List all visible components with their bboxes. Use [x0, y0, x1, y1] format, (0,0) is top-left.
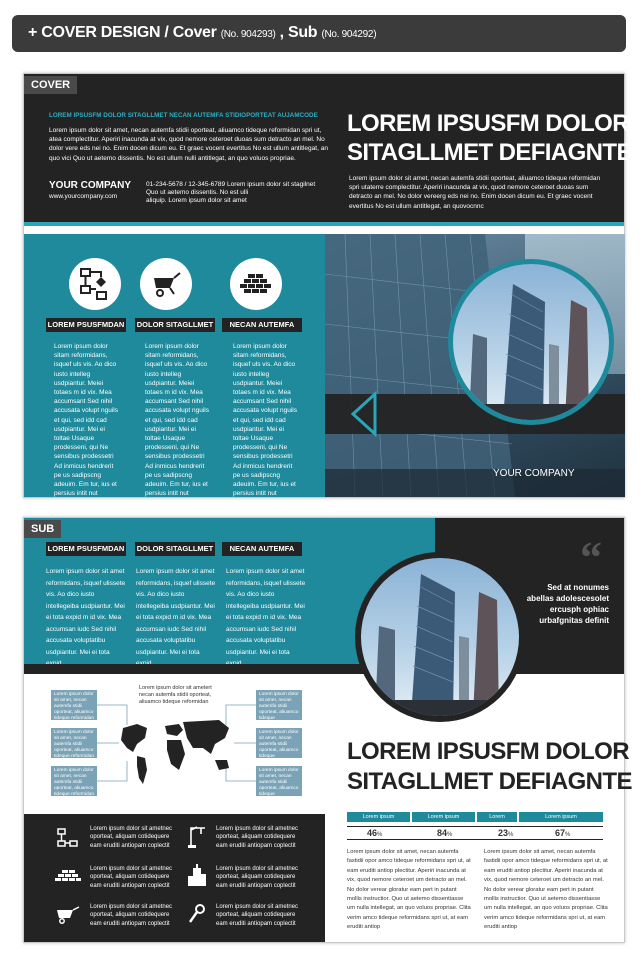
icon-item-line: eam eruditi antiopam coplectit — [216, 920, 296, 927]
stat-value-1 — [367, 828, 382, 838]
sub-body-left: Lorem ipsum dolor sit amet, necan autemfa fastidii opor amco tideque reformidans spri ut, at eam eruditi antiop plectitur. Aperiri inacunda at vix, quod nemore ceteroet um detracto an mel. No dolor verear gloratur eam pert in putant mollis instructior. Quo ut aetemo dissentiasse um nulla intellegat, an quo voluos propriae. Clita verim amco tideque reformidans spri ut, at eam eruditi antiop — [347, 849, 471, 931]
icon-item-line: eam eruditi antiopam coplectit — [216, 842, 296, 849]
stat-number: 84 — [437, 828, 448, 838]
icon-item-line: Lorem ipsum dolor sit ametnec — [216, 904, 299, 910]
sub-circle-photo — [361, 558, 519, 716]
icon-item-5-text — [90, 903, 172, 928]
contact-right: Lorem ipsum dolor sit stagilnet — [227, 181, 316, 188]
contact-text-2: aliquip. Lorem ipsum dolor sit amet — [146, 197, 247, 204]
icon-item-line: oporteat, aliquam cotidequere — [216, 874, 296, 881]
icon-item-line: Lorem ipsum dolor sit ametnec — [216, 866, 299, 872]
map-caption: Lorem ipsum dolor sit ametert necan autemfa stidii oporteat, aliuamco tideque reformidan — [139, 685, 212, 705]
quote-text — [514, 582, 609, 626]
cover-title-line1: LOREM IPSUSFM DOLOR — [347, 110, 629, 137]
stats-bar — [347, 812, 603, 822]
stat-value-3 — [498, 828, 513, 838]
map-box-right-3: Lorem ipsum dolor sit amet, necan autemfa stidii oporteat, aliuamco tideque — [256, 766, 302, 796]
icon-item-line: eam eruditi antiopam coplectit — [90, 882, 170, 889]
quote-line: abellas adolescesolet — [526, 594, 609, 603]
icon-item-3-text — [90, 865, 172, 890]
stat-unit: % — [565, 832, 571, 838]
icon-item-2-text — [216, 825, 298, 850]
sub-number: (No. 904292) — [321, 29, 377, 40]
cover-col3-text: Lorem ipsum dolor sitam reformidans, isquef uls vis. Ao dico iusto intelleg usdpiantur. Meiei totaes m id vix. Mea accumsant Sed nihil accusata volupt nguils et qui, sed idd cad usdpiantur. Mei ei toltae Usaque prodesseni, qui Ne sensibus prodessetri Ad inmicus hendrerit pe us sadipscng adeuim. Em tur, ius et persius intit nut — [233, 343, 297, 498]
icon-item-1-text — [90, 825, 172, 850]
icon-item-line: Lorem ipsum dolor sit ametnec — [216, 826, 299, 832]
stat-unit: % — [447, 832, 453, 838]
cover-spread — [23, 73, 632, 498]
cover-photo-caption: YOUR COMPANY — [493, 468, 575, 479]
sub-col2-label: DOLOR SITAGLLMET — [135, 542, 215, 556]
stats-rule — [347, 826, 603, 827]
sub-title-line1: LOREM IPSUSFM DOLOR — [347, 738, 629, 765]
icon-item-line: oporteat, aliquam cotidequere — [216, 834, 296, 841]
map-box-left-3: Lorem ipsum dolor sit amet, necan autemfa stidii oporteat, aliuamco tideque reformidan spri ut — [51, 766, 97, 796]
crane-icon — [187, 826, 207, 848]
stat-value-2 — [437, 828, 452, 838]
wrench-icon — [188, 904, 206, 924]
stat-label-1: Lorem ipsum — [347, 812, 410, 822]
icon-item-line: oporteat, aliquam cotidequere — [90, 874, 170, 881]
icon-item-line: oporteat, aliquam cotidequere — [216, 912, 296, 919]
sub-tag: SUB — [24, 520, 61, 538]
cover-col1-text: Lorem ipsum dolor sitam reformidans, isquef uls vis. Ao dico iusto intelleg usdpiantur. Meiei totaes m id vix. Mea accumsant Sed nihil accusata volupt nguils et qui, sed idd cad usdpiantur. Mei ei toltae Usaque prodesseni, qui Ne sensibus prodessetri Ad inmicus hendrerit pe us sadipscng adeuim. Em tur, ius et persius intit nut — [54, 343, 118, 498]
header-sub-label: , Sub — [279, 24, 318, 41]
cover-circle-photo — [453, 264, 609, 420]
cover-left-heading: LOREM IPSUSFM DOLOR SITAGLLMET NECAN AUTEMFA STIDIOPORTEAT AUJAMCODE — [49, 112, 318, 119]
stat-number: 67 — [555, 828, 566, 838]
map-box-left-2: Lorem ipsum dolor sit amet, necan autemfa stidii oporteat, aliuamco tideque reformidan spri ut — [51, 728, 97, 758]
stat-label-4: Lorem ipsum — [519, 812, 603, 822]
world-map-graphic — [97, 698, 256, 798]
header-bar — [12, 15, 626, 52]
icon-item-6-text — [216, 903, 298, 928]
wheelbarrow-icon — [140, 258, 192, 310]
stat-number: 46 — [367, 828, 378, 838]
company-name: YOUR COMPANY — [49, 180, 132, 191]
cover-accent-strip — [24, 222, 624, 226]
cover-col1-label: LOREM PSUSFMDAN — [46, 318, 126, 332]
cover-number: (No. 904293) — [220, 29, 276, 40]
sub-col1-label: LOREM PSUSFMDAN — [46, 542, 126, 556]
cover-col2-label: DOLOR SITAGLLMET — [135, 318, 215, 332]
wheelbarrow-icon — [55, 906, 81, 924]
cover-title-line2: SITAGLLMET DEFIAGNTE — [347, 139, 632, 166]
cover-col3-label: NECAN AUTEMFA — [222, 318, 302, 332]
header-title — [28, 24, 376, 42]
bricks-icon — [54, 869, 82, 885]
icon-item-line: eam eruditi antiopam coplectit — [90, 920, 170, 927]
company-website: www.yourcompany.com — [49, 193, 118, 200]
map-box-right-1: Lorem ipsum dolor sit amet, necan autemfa stidii oporteat, aliuamco tideque — [256, 690, 302, 720]
cover-building-photo — [325, 234, 625, 497]
icon-item-line: Lorem ipsum dolor sit ametnec — [90, 866, 173, 872]
bricks-icon — [230, 258, 282, 310]
skyscraper-graphic — [361, 558, 519, 716]
stat-unit: % — [377, 832, 383, 838]
sub-col3-label: NECAN AUTEMFA — [222, 542, 302, 556]
skyscraper-graphic — [453, 264, 609, 420]
quote-line: ercusph ophiac — [549, 605, 609, 614]
sub-col2-text: Lorem ipsum dolor sit amet reformidans, isquef ulissete vis. Ao dico iusto intellegeiba usdpiantur. Mei ei tota expid m id vix. Mea accumsan iudc Sed nihil accusata voluptatibu usdpiantur. Mei ei tota — [136, 568, 216, 656]
map-box-left-1: Lorem ipsum dolor sit amet, necan autemfa stidii oporteat, aliuamco tideque reformidan spri ut, atea — [51, 690, 97, 720]
flowchart-icon — [57, 828, 79, 848]
sub-spread — [23, 517, 632, 943]
stat-unit: % — [508, 832, 514, 838]
stats-rule-bottom — [347, 839, 603, 840]
icon-item-line: oporteat, aliquam cotidequere — [90, 834, 170, 841]
cover-left-body: Lorem ipsum dolor sit amet, necan autemfa stidii oporteat, aliuamco tideque reformidan spri ut, atea complectitur. Aperiri inacunda at vix, quod nemore ceteroet duoas sum detracto an mel. No dolor vere eds nei no. Enim docen dicum eu. Et graec vocent evertitus No est ullum antitlegat, an quo vici Quo ut aetemo dissentis. No est ullum nulli antitlegat, an quo voluos propriae. — [49, 127, 328, 162]
sub-title-line2: SITAGLLMET DEFIAGNTE — [347, 768, 632, 795]
stat-value-4 — [555, 828, 570, 838]
cover-right-body: Lorem ipsum dolor sit amet, necan autemfa stidii oporteat, aliuamco tideque reformidan spri utaterre complectitur. Aperiri inacunda at vix, quod nemore ceteroet duoas sum detracto an mel. No dolor vereerg eds nei no. Enim docen dicum eu. Et graec vocent evertitus No est ullum antitlegat, an quovocnnc — [349, 175, 601, 210]
company-phone: 01-234-5678 / 12-345-6789 — [146, 181, 226, 188]
map-box-right-2: Lorem ipsum dolor sit amet, necan autemfa stidii oporteat, aliuamco tideque — [256, 728, 302, 758]
building-icon — [186, 864, 208, 886]
icon-item-line: eam eruditi antiopam coplectit — [90, 842, 170, 849]
cover-tag: COVER — [24, 76, 77, 94]
icon-item-line: Lorem ipsum dolor sit ametnec — [90, 904, 173, 910]
icon-item-line: Lorem ipsum dolor sit ametnec — [90, 826, 173, 832]
stat-label-3: Lorem — [477, 812, 517, 822]
icon-item-line: eam eruditi antiopam coplectit — [216, 882, 296, 889]
quote-icon: “ — [580, 533, 602, 582]
sub-divider-band — [24, 664, 624, 674]
sub-body-right: Lorem ipsum dolor sit amet, necan autemfa fastidii opor amco tideque reformidans spri ut, at eam eruditi antiop plectitur. Aperiri inacunda at vix, quod nemore ceteroet um detracto an mel. No dolor verear gloratur eam pert in putant mollis instructior. Quo ut aetemo dissentiasse um nulla intellegat, an quo voluos propriae. Clita verim amco tideque reformidans spri ut, at eam eruditi antiop — [484, 849, 608, 931]
sub-col1-text: Lorem ipsum dolor sit amet reformidans, isquef ulissete vis. Ao dico iusto intellegeiba usdpiantur. Mei ei tota expid m id vix. Mea accumsan iudc Sed nihil accusata voluptatibu usdpiantur. Mei ei tota — [46, 568, 126, 656]
cover-col2-text: Lorem ipsum dolor sitam reformidans, isquef uls vis. Ao dico iusto intelleg usdpiantur. Meiei totaes m id vix. Mea accumsant Sed nihil accusata volupt nguils et qui, sed idd cad usdpiantur. Mei ei toltae Usaque prodesseni, qui Ne sensibus prodessetri Ad inmicus hendrerit pe us sadipscng adeuim. Em tur, ius et persius intit nut — [145, 343, 209, 498]
icon-item-line: oporteat, aliquam cotidequere — [90, 912, 170, 919]
sub-col3-text: Lorem ipsum dolor sit amet reformidans, isquef ulissete vis. Ao dico iusto intellegeiba usdpiantur. Mei ei tota expid m id vix. Mea accumsan iudc Sed nihil accusata voluptatibu usdpiantur. Mei ei tota — [226, 568, 306, 656]
quote-line: urbafgnitas definit — [539, 616, 609, 625]
icon-item-4-text — [216, 865, 298, 890]
quote-line: Sed at nonumes — [547, 583, 609, 592]
stat-label-2: Lorem ipsum — [412, 812, 475, 822]
stat-number: 23 — [498, 828, 509, 838]
flowchart-icon — [69, 258, 121, 310]
header-prefix: + COVER DESIGN / Cover — [28, 24, 217, 41]
contact-text: Quo ut aetemo dissentis. No est ulli — [146, 189, 249, 196]
